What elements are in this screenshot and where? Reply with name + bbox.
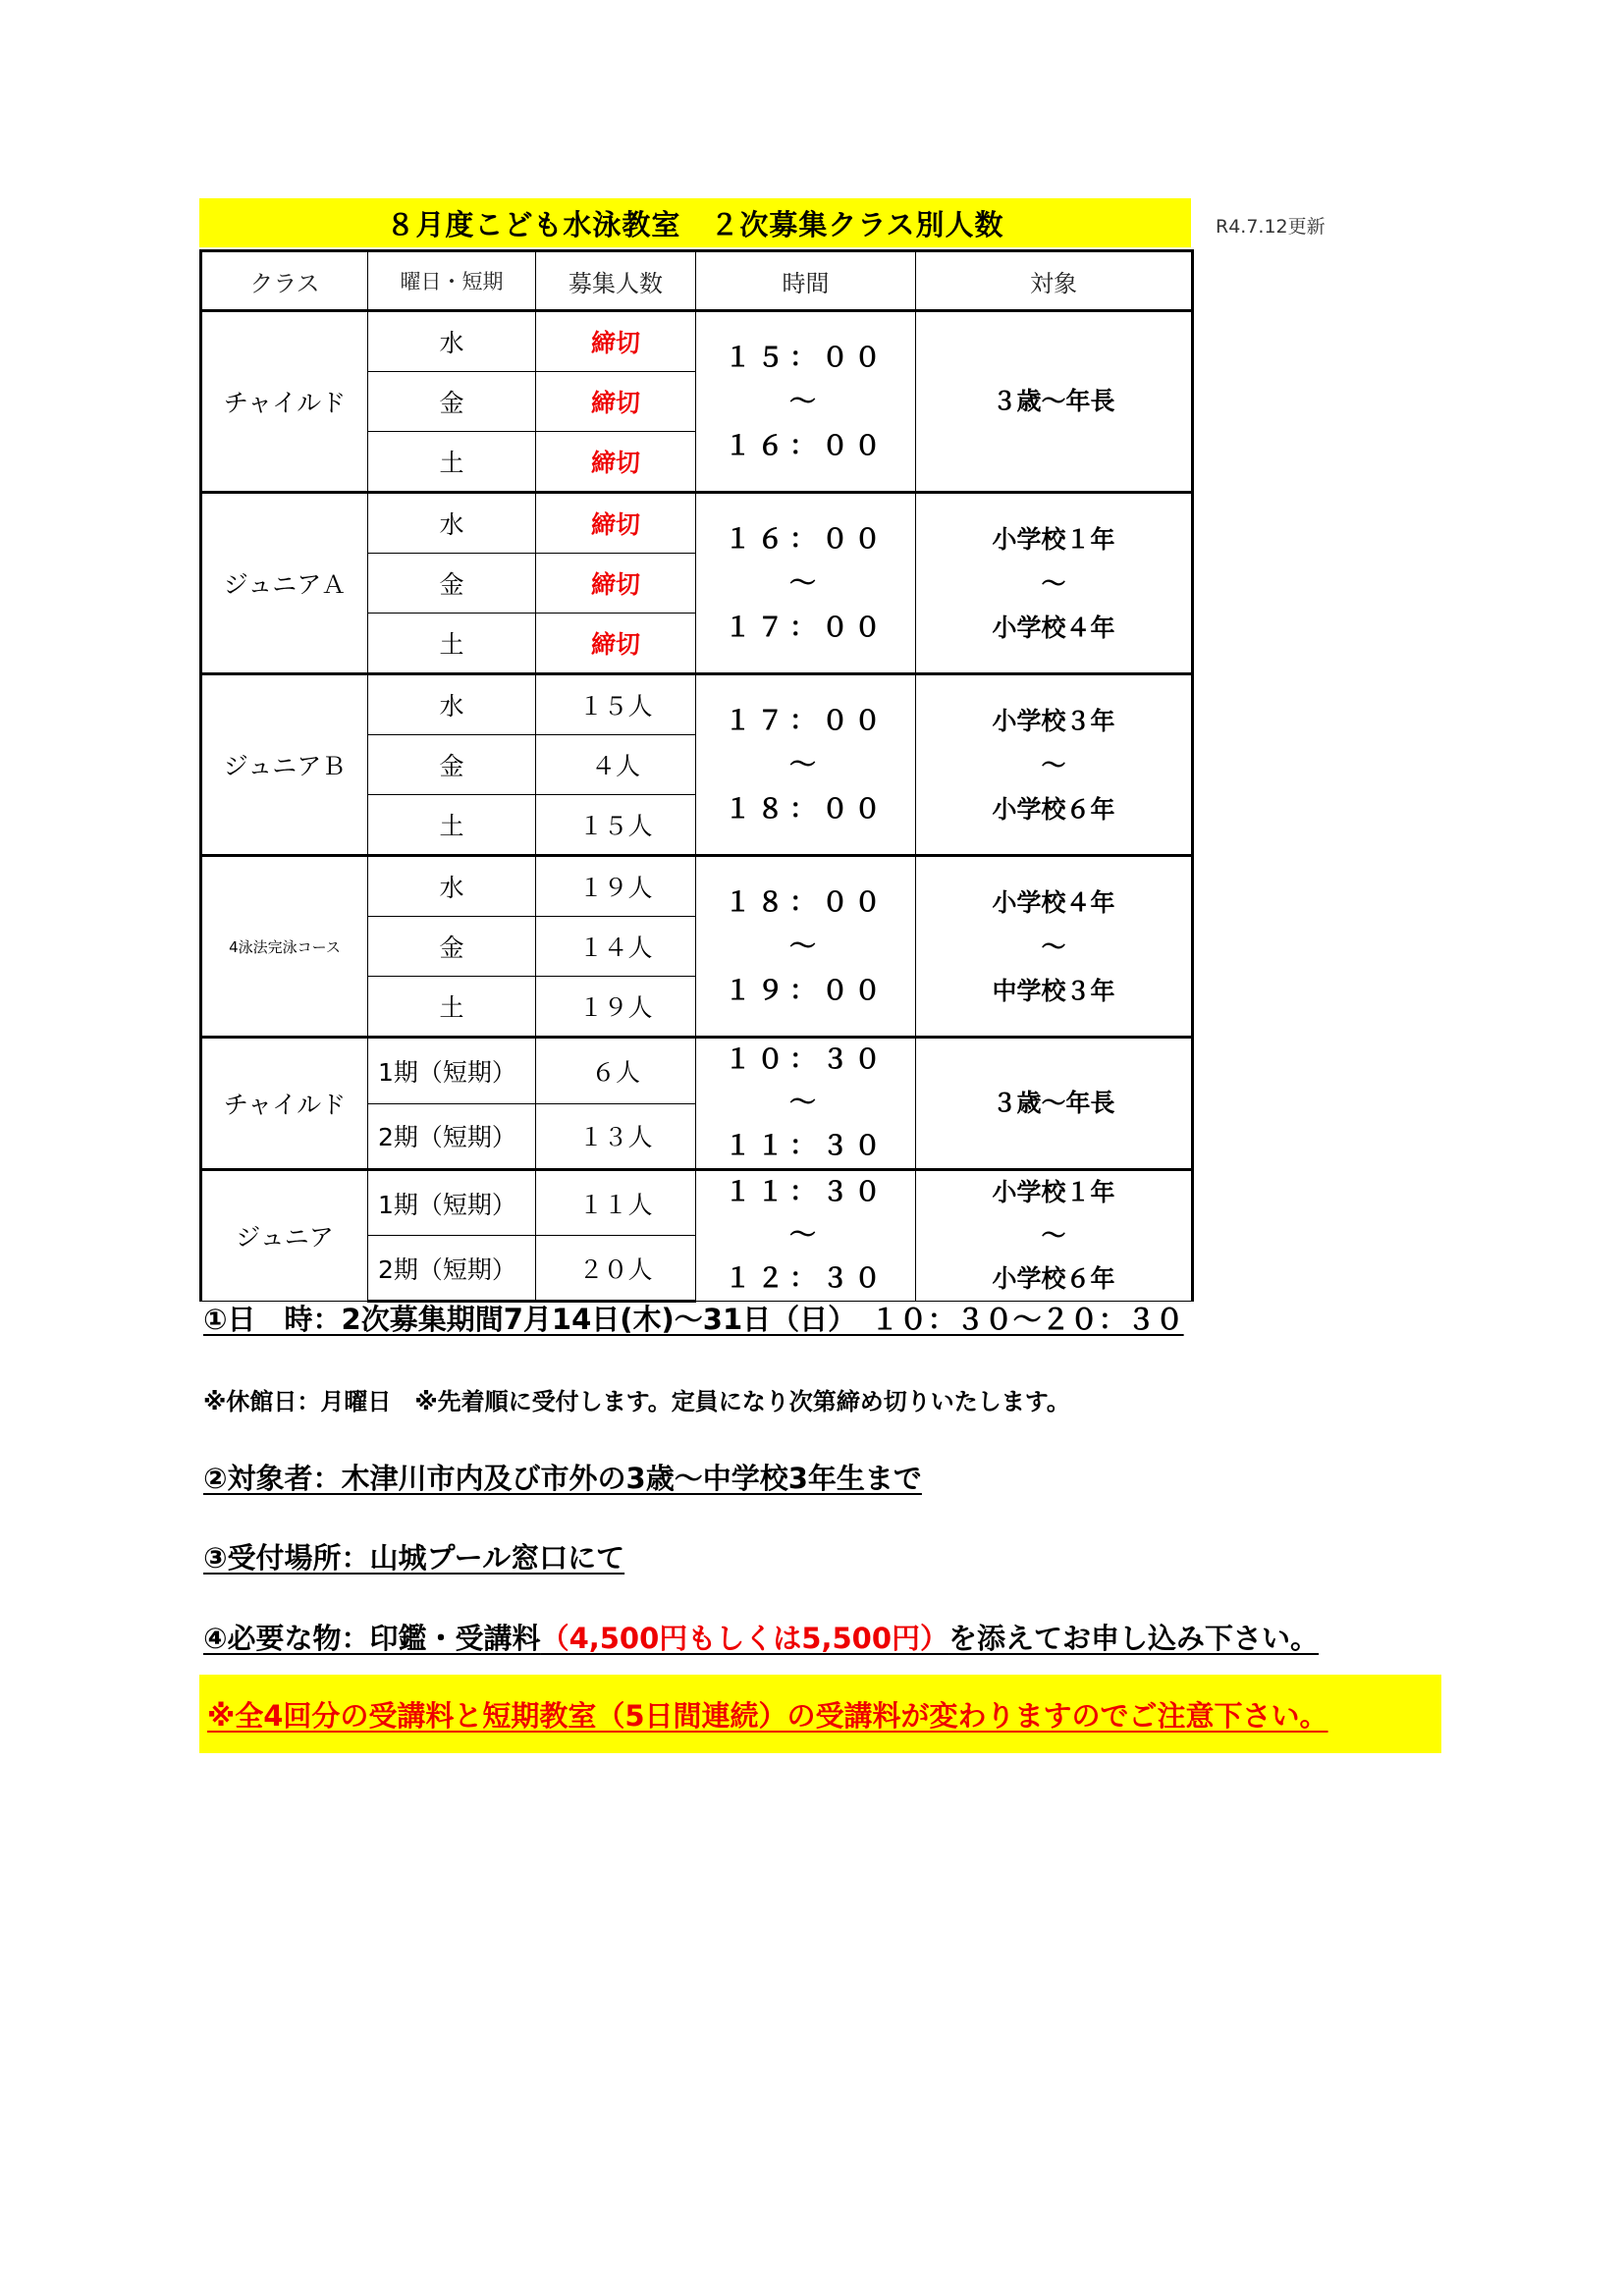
- table-header-row: [201, 251, 1193, 311]
- time-start: １６：００: [725, 523, 887, 555]
- time-cell: [696, 1170, 916, 1302]
- class-cell: ジュニアＡ: [201, 493, 368, 674]
- class-cell: ジュニア: [201, 1170, 368, 1302]
- info-schedule: ①日 時：2次募集期間7月14日(木)～31日（日） １０：３０～２０：３０: [203, 1303, 1184, 1336]
- class-cell: チャイルド: [201, 311, 368, 493]
- info-notes: ※休館日：月曜日 ※先着順に受付します。定員になり次第締め切りいたします。: [203, 1388, 1070, 1415]
- count-cell: １４人: [536, 917, 696, 977]
- day-cell: 金: [368, 735, 536, 795]
- time-cell: [696, 674, 916, 856]
- count-cell: ４人: [536, 735, 696, 795]
- count-cell: 締切: [536, 614, 696, 674]
- target-cell: [916, 1038, 1193, 1170]
- time-end: １９：００: [725, 975, 887, 1006]
- table-row: [201, 311, 1193, 372]
- target-cell: [916, 311, 1193, 493]
- target-from: 小学校１年: [992, 1178, 1115, 1206]
- day-cell: 2期（短期）: [368, 1236, 536, 1302]
- target-to: 小学校４年: [992, 613, 1115, 642]
- day-cell: 水: [368, 493, 536, 554]
- header-day: 曜日・短期: [368, 251, 536, 311]
- header-count: 募集人数: [536, 251, 696, 311]
- notice-banner: [199, 1675, 1441, 1753]
- count-cell: １５人: [536, 674, 696, 735]
- info-location: ③受付場所：山城プール窓口にて: [203, 1541, 625, 1575]
- time-end: １６：００: [725, 430, 887, 461]
- day-cell: 水: [368, 674, 536, 735]
- target-from: 小学校３年: [992, 706, 1115, 735]
- count-cell: ６人: [536, 1038, 696, 1104]
- day-cell: 金: [368, 372, 536, 432]
- day-cell: 土: [368, 614, 536, 674]
- count-cell: １９人: [536, 977, 696, 1038]
- time-cell: [696, 493, 916, 674]
- class-cell: 4泳法完泳コース: [201, 856, 368, 1038]
- target-cell: [916, 856, 1193, 1038]
- header-target: 対象: [916, 251, 1193, 311]
- page-title: ８月度こども水泳教室 ２次募集クラス別人数: [199, 198, 1191, 247]
- count-cell: ２０人: [536, 1236, 696, 1302]
- time-separator: ～: [789, 1220, 822, 1251]
- table-row: [201, 1038, 1193, 1104]
- notice-text: ※全4回分の受講料と短期教室（5日間連続）の受講料が変わりますのでご注意下さい。: [207, 1699, 1328, 1733]
- updated-date: R4.7.12更新: [1216, 216, 1326, 238]
- day-cell: 1期（短期）: [368, 1038, 536, 1104]
- count-cell: 締切: [536, 432, 696, 493]
- day-cell: 土: [368, 432, 536, 493]
- target-cell: [916, 493, 1193, 674]
- day-cell: 水: [368, 856, 536, 917]
- time-separator: ～: [789, 386, 822, 417]
- info-eligibility: ②対象者：木津川市内及び市外の3歳～中学校3年生まで: [203, 1462, 922, 1495]
- target-separator: ～: [1041, 1221, 1066, 1250]
- count-cell: １５人: [536, 795, 696, 856]
- schedule-table: [199, 249, 1194, 1303]
- day-cell: 金: [368, 554, 536, 614]
- time-end: １８：００: [725, 793, 887, 825]
- day-cell: 金: [368, 917, 536, 977]
- target-to: 中学校３年: [992, 976, 1115, 1005]
- target-cell: [916, 1170, 1193, 1302]
- header-class: クラス: [201, 251, 368, 311]
- day-cell: 2期（短期）: [368, 1103, 536, 1170]
- table-row: [201, 1170, 1193, 1236]
- time-cell: [696, 856, 916, 1038]
- count-cell: 締切: [536, 311, 696, 372]
- table-row: [201, 856, 1193, 917]
- target-separator: ～: [1041, 932, 1066, 961]
- info-requirements: [203, 1617, 1319, 1657]
- count-cell: 締切: [536, 554, 696, 614]
- requirements-fee: （4,500円もしくは5,500円）: [540, 1622, 949, 1655]
- time-cell: [696, 311, 916, 493]
- table-row: [201, 493, 1193, 554]
- time-start: １５：００: [725, 342, 887, 373]
- target-to: 小学校６年: [992, 1264, 1115, 1293]
- time-separator: ～: [789, 931, 822, 962]
- time-end: １２：３０: [725, 1263, 887, 1294]
- count-cell: 締切: [536, 493, 696, 554]
- day-cell: 1期（短期）: [368, 1170, 536, 1236]
- target-separator: ～: [1041, 750, 1066, 779]
- requirements-tail: を添えてお申し込み下さい。: [948, 1622, 1320, 1655]
- time-end: １７：００: [725, 612, 887, 643]
- day-cell: 土: [368, 977, 536, 1038]
- time-separator: ～: [789, 749, 822, 780]
- time-start: １８：００: [725, 886, 887, 918]
- class-cell: チャイルド: [201, 1038, 368, 1170]
- time-separator: ～: [789, 567, 822, 599]
- count-cell: 締切: [536, 372, 696, 432]
- target-to: 小学校６年: [992, 794, 1115, 824]
- count-cell: １１人: [536, 1170, 696, 1236]
- target-from: 小学校１年: [992, 524, 1115, 554]
- target-separator: ～: [1041, 568, 1066, 598]
- table-row: [201, 674, 1193, 735]
- time-start: １１：３０: [725, 1177, 887, 1207]
- target-from: 小学校４年: [992, 887, 1115, 917]
- target-text: ３歳～年長: [992, 387, 1115, 415]
- count-cell: １３人: [536, 1103, 696, 1170]
- day-cell: 土: [368, 795, 536, 856]
- target-text: ３歳～年長: [992, 1089, 1115, 1117]
- time-end: １１：３０: [725, 1131, 887, 1161]
- requirements-label: ④必要な物：印鑑・受講料: [203, 1622, 541, 1655]
- time-start: １７：００: [725, 705, 887, 736]
- class-cell: ジュニアＢ: [201, 674, 368, 856]
- count-cell: １９人: [536, 856, 696, 917]
- target-cell: [916, 674, 1193, 856]
- time-start: １０：３０: [725, 1044, 887, 1075]
- time-separator: ～: [789, 1088, 822, 1118]
- day-cell: 水: [368, 311, 536, 372]
- header-time: 時間: [696, 251, 916, 311]
- time-cell: [696, 1038, 916, 1170]
